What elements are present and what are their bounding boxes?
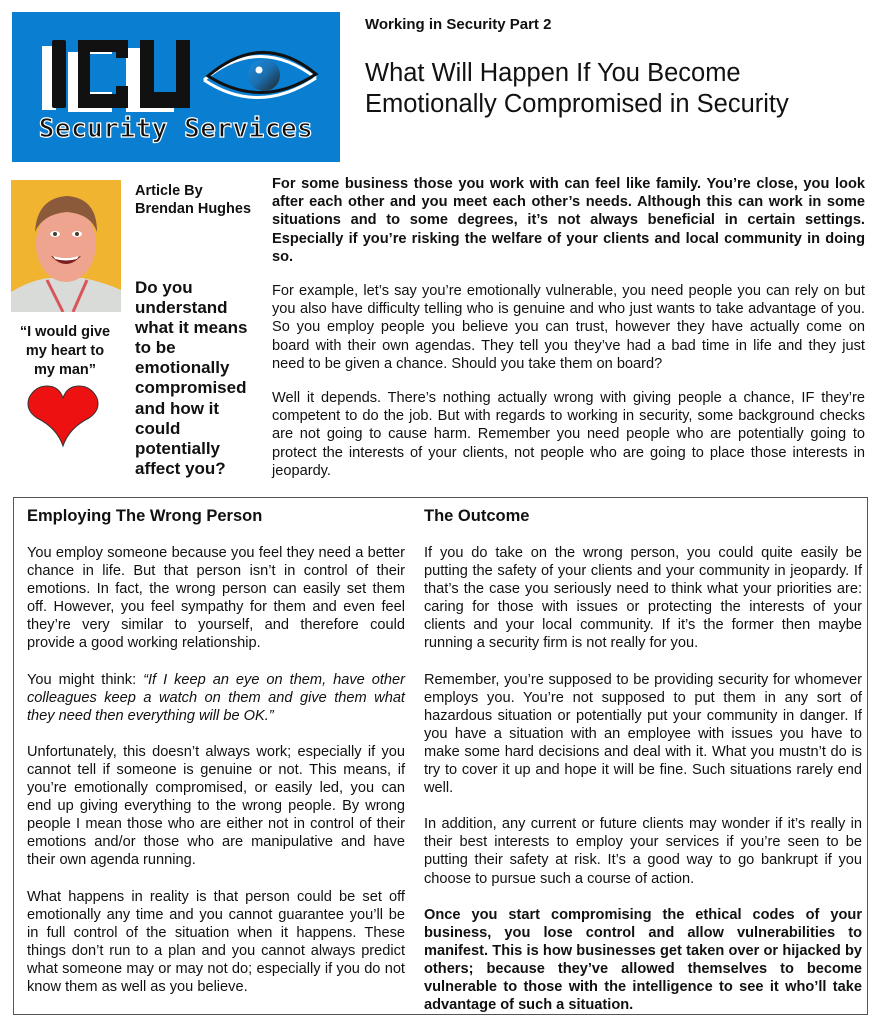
quote-prefix: You might think: [27,671,144,688]
section-paragraph: Remember, you’re supposed to be providing security for whomever employs you. You’re not supposed to put them in any sort of hazardous situation or potentially put your community in danger. If you have a situation with an employee with issues you have to make some hard decisions and deal with it. What you mustn’t do is try to cover it up and hope it will be fine. Such situations rarely end well. [424,671,862,797]
icu-logo-graphic [12,12,340,162]
article-box [13,497,868,1015]
section-the-outcome [424,506,862,1032]
quote-line-2: my heart to [25,343,105,359]
byline [135,182,251,218]
author-portrait-graphic [11,180,121,312]
author-name: Brendan Hughes [135,201,252,217]
section-paragraph-conclusion: Once you start compromising the ethical codes of your business, you lose control and allow vulnerabilities to manifest. This is how businesses get taken over or hijacked by others; because they’ve allowed themselves to become vulnerable to those with the intelligence to see it who’ll take advantage of such a situation. [424,906,862,1014]
company-logo [12,12,340,162]
title-line-2: Emotionally Compromised in Security [365,90,789,118]
section-paragraph: You employ someone because you feel they need a better chance in life. But that person isn’t in control of their emotions. In fact, the wrong person can easily set them off. However, you feel sympathy for them and even feel they’re very similar to yourself, and therefore could provide a good working relationship. [27,545,405,652]
intro-paragraph-lead: For some business those you work with can feel like family. You’re close, you look after each other and you meet each other’s needs. Although this can work in some situations and to some degrees, it’s not always beneficial in certain settings. Especially if you’re risking the welfare of your clients and local community in doing so. [272,176,865,265]
svg-text:Security Services: Security Services [38,114,314,144]
author-photo [11,180,121,312]
quote-line-3: my man” [33,362,97,378]
section-paragraph: What happens in reality is that person could be set off emotionally any time and you cannot guarantee you’ll be in full control of the situation when it happens. These things don’t run to a plan and you cannot always predict what someone may or may not do; especially if you do not know them as well as you believe. [27,888,405,995]
byline-label: Article By [135,183,203,199]
quote-line-1: “I would give [19,324,111,340]
section-paragraph-quote [27,671,405,725]
section-heading: The Outcome [424,507,530,525]
pull-question: Do you understand what it means to be emotionally compromised and how it could potentially affect you? [135,278,248,478]
section-paragraph: In addition, any current or future clients may wonder if it’s really in their best interests to employ your services if you’re seen to be putting their safety at risk. It’s a good way to go bankrupt if you choose to pursue such a course of action. [424,816,862,887]
photo-caption-quote [10,323,120,380]
page-title [365,58,865,120]
intro-paragraph-3: Well it depends. There’s nothing actually wrong with giving people a chance, IF they’re competent to do the job. But with regards to working in security, some background checks are not going to cause harm. Remember you need people who are potentially going to protect the interests of your clients, not people who are going to place those interests in jeopardy. [272,390,865,479]
section-employing-wrong-person [27,506,405,1014]
section-paragraph: If you do take on the wrong person, you could quite easily be putting the safety of your clients and your community in jeopardy. If that’s the case you seriously need to think what your priorities are: caring for those with issues or protecting the interests of your clients and your local community. If it’s the former then maybe running a security firm is not really for you. [424,545,862,652]
section-heading: Employing The Wrong Person [27,507,263,525]
section-paragraph: Unfortunately, this doesn’t always work; especially if you cannot tell if someone is genuine or not. This means, if you’re emotionally compromised, or easily led, you can end up giving everything to the wrong people. By wrong people I mean those who are either not in control of their emotions and/or those who are manipulative and have their own agenda running. [27,743,405,869]
intro-paragraph-2: For example, let’s say you’re emotionally vulnerable, you need people you can rely on but you also have difficulty telling who is genuine and who just wants to take advantage of you. So you employ people you believe you can trust, however they have actually come on board with their own agendas. They tell you they’ve had a bad time in life and they just need to be given a chance. Should you take them on board? [272,283,865,372]
series-label: Working in Security Part 2 [365,16,552,33]
title-line-1: What Will Happen If You Become [365,59,741,87]
heart-icon [27,384,99,448]
italic-quote: “If I keep an eye on them, have other colleagues keep a watch on them and give them what they need then everything will be OK.” [27,671,405,724]
